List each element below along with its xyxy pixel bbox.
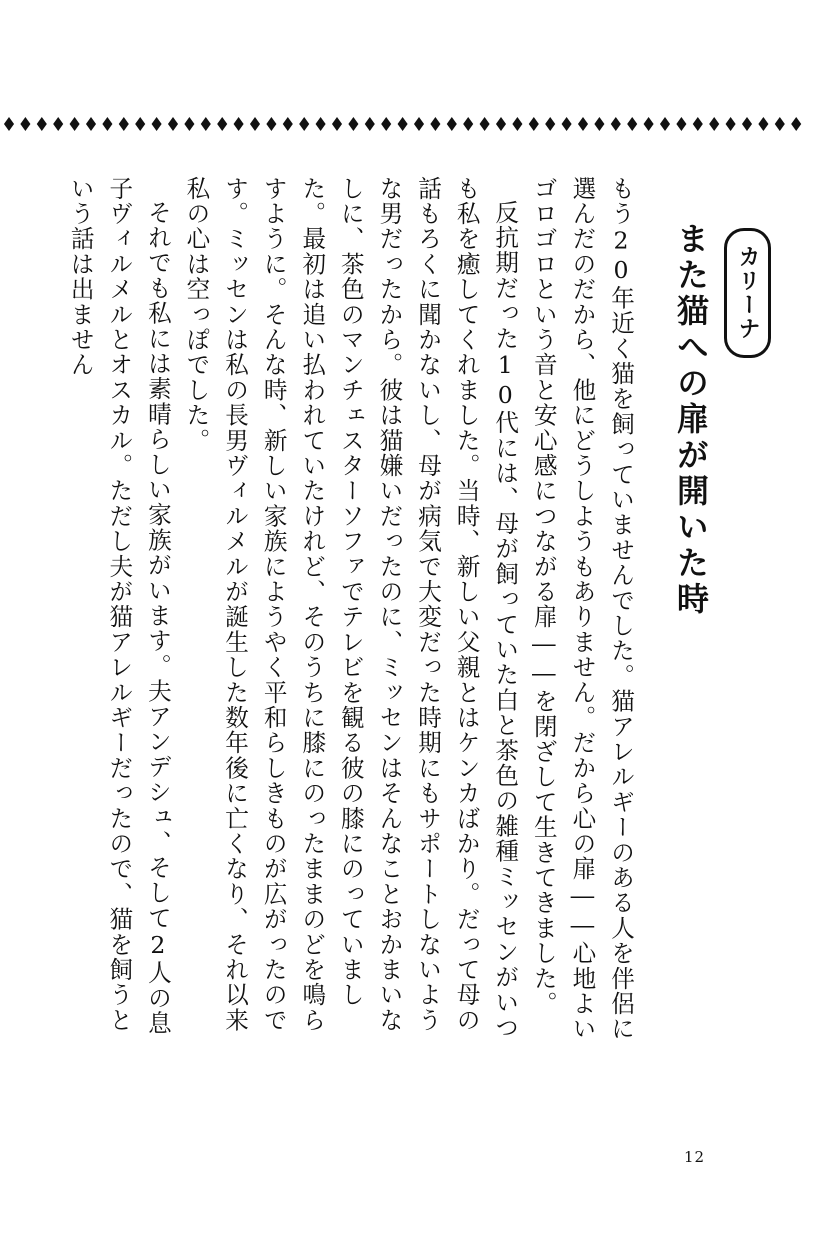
diamond-ornament <box>791 117 801 131</box>
paragraph: 反抗期だった10代には、母が飼っていた白と茶色の雑種ミッセンがいつも私を癒してくれました。当時、新しい父親とはケンカばかり。だって母の話もろくに聞かないし、母が病気で大変だった時期にもサポートしないような男だったから。彼は猫嫌いだったのに、ミッセンはそんなことおかまいなしに、茶色のマンチェスターソファでテレビを観る彼の膝にのっていました。最初は追い払われていたけれど、そのうちに膝にのったままのどを鳴らすように。そんな時、新しい家族にようやく平和らしきものが広がったのです。ミッセンは私の長男ヴィルメルが誕生した数年後に亡くなり、それ以来私の心は空っぽでした。 <box>182 176 520 1040</box>
diamond-ornament <box>611 117 621 131</box>
diamond-ornament <box>742 117 752 131</box>
diamond-ornament <box>709 117 719 131</box>
diamond-ornament <box>53 117 63 131</box>
diamond-ornament <box>20 117 30 131</box>
author-name-label: カリーナ <box>724 228 771 358</box>
paragraph: それでも私には素晴らしい家族がいます。夫アンデシュ、そして2人の息子ヴィルメルとオスカル。ただし夫が猫アレルギーだったので、猫を飼うという話は出ません <box>66 176 172 1036</box>
chapter-heading <box>668 222 771 618</box>
diamond-ornament <box>775 117 785 131</box>
diamond-ornament <box>86 117 96 131</box>
diamond-ornament <box>4 117 14 131</box>
diamond-ornament <box>332 117 342 131</box>
paragraph: もう20年近く猫を飼っていませんでした。猫アレルギーのある人を伴侶に選んだのだから、他にどうしようもありません。だから心の扉――心地よいゴロゴロという音と安心感につながる扉――を閉ざして生きてきました。 <box>529 176 635 1042</box>
diamond-ornament <box>152 117 162 131</box>
diamond-ornament <box>119 117 129 131</box>
diamond-ornament <box>627 117 637 131</box>
diamond-ornament <box>283 117 293 131</box>
diamond-ornament <box>414 117 424 131</box>
chapter-title: また猫への扉が開いた時 <box>672 222 710 618</box>
diamond-ornament <box>168 117 178 131</box>
diamond-ornament <box>594 117 604 131</box>
diamond-ornament <box>644 117 654 131</box>
diamond-ornament <box>447 117 457 131</box>
diamond-ornament <box>234 117 244 131</box>
diamond-ornament <box>217 117 227 131</box>
diamond-ornament <box>430 117 440 131</box>
diamond-ornament <box>135 117 145 131</box>
diamond-ornament <box>529 117 539 131</box>
diamond-ornament <box>37 117 47 131</box>
diamond-ornament <box>463 117 473 131</box>
diamond-ornament <box>578 117 588 131</box>
diamond-ornament <box>266 117 276 131</box>
diamond-ornament <box>365 117 375 131</box>
diamond-ornament <box>381 117 391 131</box>
diamond-ornament <box>299 117 309 131</box>
diamond-ornament <box>562 117 572 131</box>
diamond-ornament <box>316 117 326 131</box>
diamond-ornament <box>496 117 506 131</box>
diamond-border-ornament <box>0 114 835 134</box>
diamond-ornament <box>201 117 211 131</box>
diamond-ornament <box>512 117 522 131</box>
diamond-ornament <box>693 117 703 131</box>
diamond-ornament <box>758 117 768 131</box>
diamond-ornament <box>660 117 670 131</box>
diamond-ornament <box>250 117 260 131</box>
body-text <box>66 176 640 1056</box>
diamond-ornament <box>545 117 555 131</box>
diamond-ornament <box>676 117 686 131</box>
diamond-ornament <box>726 117 736 131</box>
diamond-ornament <box>398 117 408 131</box>
diamond-ornament <box>348 117 358 131</box>
diamond-ornament <box>102 117 112 131</box>
diamond-ornament <box>184 117 194 131</box>
diamond-ornament <box>70 117 80 131</box>
page-number: 12 <box>684 1148 706 1166</box>
diamond-ornament <box>480 117 490 131</box>
